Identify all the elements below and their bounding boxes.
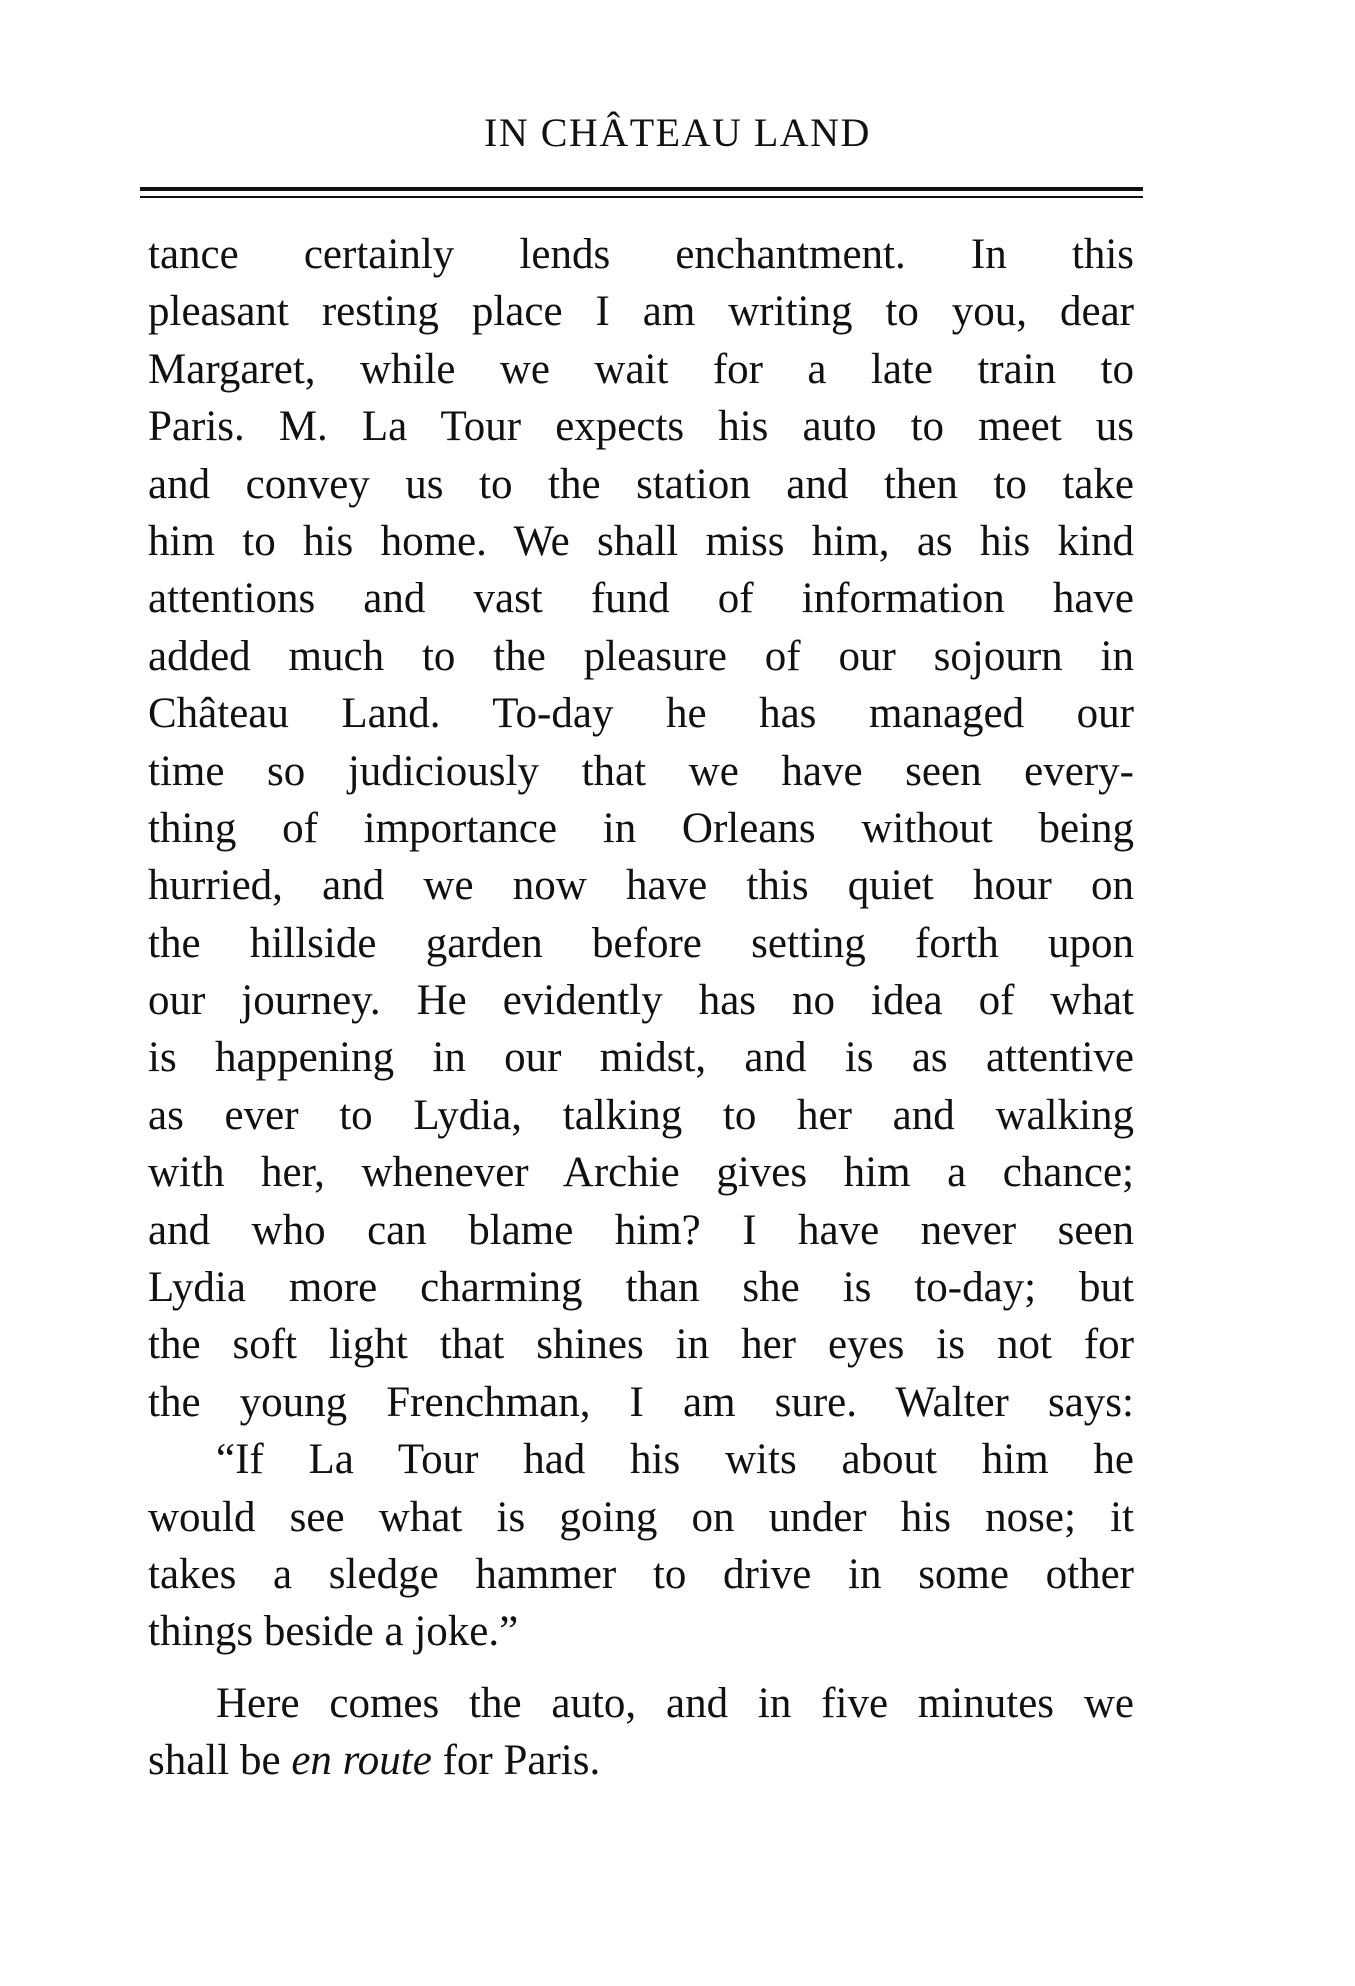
text-line: and convey us to the station and then to take [148,460,1134,508]
italic-phrase: en route [291,1737,432,1785]
header-rule-thick [140,187,1143,191]
text-line: our journey. He evidently has no idea of what [148,977,1134,1025]
text-line-final [148,1732,1134,1789]
text-line: pleasant resting place I am writing to you, dear [148,288,1134,336]
text-line: attentions and vast fund of information have [148,575,1134,623]
text-line: Château Land. To-day he has managed our [148,690,1134,738]
text-line: Lydia more charming than she is to-day; but [148,1264,1134,1312]
text-line: Margaret, while we wait for a late train to [148,345,1134,393]
text-line: the soft light that shines in her eyes is not for [148,1321,1134,1369]
text-line: Here comes the auto, and in five minutes we [216,1679,1134,1727]
paragraph-gap [148,1661,1134,1675]
text-line: things beside a joke.” [148,1608,519,1656]
text-line: thing of importance in Orleans without being [148,804,1134,852]
text-line: would see what is going on under his nose; it [148,1493,1134,1541]
text-line: hurried, and we now have this quiet hour on [148,862,1134,910]
body-text [148,226,1134,1790]
text-line: with her, whenever Archie gives him a chance; [148,1149,1134,1197]
text-line: him to his home. We shall miss him, as his kind [148,517,1134,565]
text-line: the hillside garden before setting forth upon [148,919,1134,967]
text-line: time so judiciously that we have seen every- [148,747,1134,795]
text-line: and who can blame him? I have never seen [148,1206,1134,1254]
text-line: Paris. M. La Tour expects his auto to meet us [148,403,1134,451]
text-line: “If La Tour had his wits about him he [216,1436,1134,1484]
running-head: IN CHÂTEAU LAND [484,110,871,155]
text-line: the young Frenchman, I am sure. Walter says: [148,1378,1134,1426]
text-line: is happening in our midst, and is as attentive [148,1034,1134,1082]
text-fragment: for Paris. [431,1737,601,1785]
text-line: takes a sledge hammer to drive in some other [148,1550,1134,1598]
header-rule-thin [140,196,1143,198]
text-line: added much to the pleasure of our sojourn in [148,632,1134,680]
text-line: tance certainly lends enchantment. In this [148,231,1134,278]
text-line: as ever to Lydia, talking to her and walking [148,1091,1134,1139]
text-fragment: shall be [148,1737,292,1785]
